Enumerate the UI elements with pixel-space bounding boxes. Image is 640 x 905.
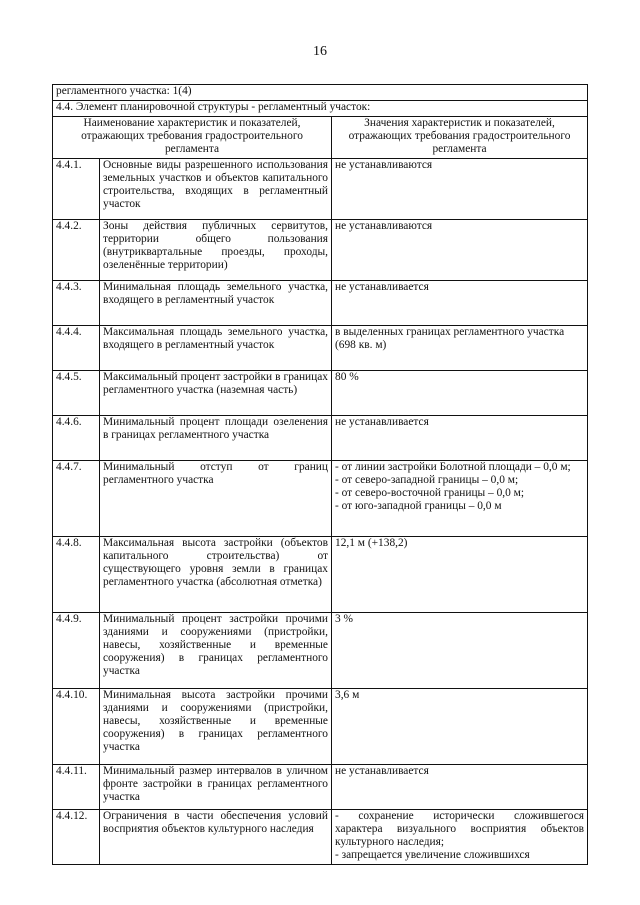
table-row	[53, 281, 588, 326]
characteristic-name: Максимальная площадь земельного участка, входящего в регламентный участок	[100, 326, 332, 371]
intro-cell: регламентного участка: 1(4)	[53, 85, 588, 101]
table-row	[53, 159, 588, 220]
characteristic-name: Минимальный процент застройки прочими зданиями и сооружениями (пристройки, навесы, хозяйственные и временные сооружения) в границах регламентного участка	[100, 613, 332, 689]
table-header-row	[53, 117, 588, 159]
table-row	[53, 765, 588, 810]
row-number: 4.4.3.	[53, 281, 100, 326]
row-number: 4.4.2.	[53, 220, 100, 281]
characteristic-name: Основные виды разрешенного использования земельных участков и объектов капитального строительства, входящих в регламентный участок	[100, 159, 332, 220]
characteristic-value	[332, 326, 588, 371]
table-row	[53, 371, 588, 416]
row-number: 4.4.8.	[53, 537, 100, 613]
characteristic-value	[332, 159, 588, 220]
characteristic-value	[332, 613, 588, 689]
characteristic-name: Минимальный отступ от границ регламентного участка	[100, 461, 332, 537]
value-line: 3,6 м	[335, 689, 360, 701]
value-line: - сохранение исторически сложившегося характера визуального восприятия объектов культурного наследия;	[335, 810, 585, 848]
characteristic-name: Максимальный процент застройки в границах регламентного участка (наземная часть)	[100, 371, 332, 416]
section-title-row	[53, 101, 588, 117]
characteristic-name: Минимальная высота застройки прочими зданиями и сооружениями (пристройки, навесы, хозяйственные и временные сооружения) в границах регламентного участка	[100, 689, 332, 765]
row-number: 4.4.10.	[53, 689, 100, 765]
value-line: не устанавливается	[335, 765, 429, 777]
row-number: 4.4.6.	[53, 416, 100, 461]
intro-row	[53, 85, 588, 101]
table-row	[53, 810, 588, 865]
characteristic-value	[332, 371, 588, 416]
header-right: Значения характеристик и показателей, отражающих требования градостроительного регламента	[332, 117, 588, 159]
value-line: 3 %	[335, 613, 354, 625]
value-line: - от линии застройки Болотной площади – 0,0 м;	[335, 461, 571, 473]
section-title: 4.4. Элемент планировочной структуры - регламентный участок:	[53, 101, 588, 117]
row-number: 4.4.7.	[53, 461, 100, 537]
characteristic-value	[332, 281, 588, 326]
table-row	[53, 461, 588, 537]
value-line: - от северо-восточной границы – 0,0 м;	[335, 487, 525, 499]
row-number: 4.4.4.	[53, 326, 100, 371]
characteristic-name: Максимальная высота застройки (объектов капитального строительства) от существующего уровня земли в границах регламентного участка (абсолютная отметка)	[100, 537, 332, 613]
row-number: 4.4.1.	[53, 159, 100, 220]
value-line: не устанавливается	[335, 416, 429, 428]
regulation-table	[52, 84, 588, 865]
characteristic-value	[332, 810, 588, 865]
characteristic-name: Минимальный процент площади озеленения в границах регламентного участка	[100, 416, 332, 461]
value-line: - запрещается увеличение сложившихся	[335, 849, 530, 861]
characteristic-name: Минимальный размер интервалов в уличном фронте застройки в границах регламентного участка	[100, 765, 332, 810]
row-number: 4.4.12.	[53, 810, 100, 865]
value-line: 12,1 м (+138,2)	[335, 537, 408, 549]
table-row	[53, 416, 588, 461]
characteristic-name: Ограничения в части обеспечения условий восприятия объектов культурного наследия	[100, 810, 332, 865]
table-row	[53, 689, 588, 765]
table-row	[53, 537, 588, 613]
table-body	[53, 159, 588, 865]
table-row	[53, 613, 588, 689]
table-row	[53, 326, 588, 371]
characteristic-name: Минимальная площадь земельного участка, входящего в регламентный участок	[100, 281, 332, 326]
characteristic-value	[332, 537, 588, 613]
value-line: не устанавливается	[335, 281, 429, 293]
characteristic-value	[332, 765, 588, 810]
value-line: в выделенных границах регламентного участка (698 кв. м)	[335, 326, 565, 351]
table-row	[53, 220, 588, 281]
characteristic-name: Зоны действия публичных сервитутов, территории общего пользования (внутриквартальные проезды, проходы, озеленённые территории)	[100, 220, 332, 281]
value-line: - от северо-западной границы – 0,0 м;	[335, 474, 519, 486]
value-line: не устанавливаются	[335, 159, 433, 171]
characteristic-value	[332, 416, 588, 461]
header-left: Наименование характеристик и показателей, отражающих требования градостроительного регламента	[53, 117, 332, 159]
characteristic-value	[332, 689, 588, 765]
value-line: - от юго-западной границы – 0,0 м	[335, 500, 502, 512]
page-number: 16	[313, 44, 327, 59]
row-number: 4.4.9.	[53, 613, 100, 689]
row-number: 4.4.11.	[53, 765, 100, 810]
row-number: 4.4.5.	[53, 371, 100, 416]
value-line: 80 %	[335, 371, 359, 383]
characteristic-value	[332, 220, 588, 281]
characteristic-value	[332, 461, 588, 537]
value-line: не устанавливаются	[335, 220, 433, 232]
